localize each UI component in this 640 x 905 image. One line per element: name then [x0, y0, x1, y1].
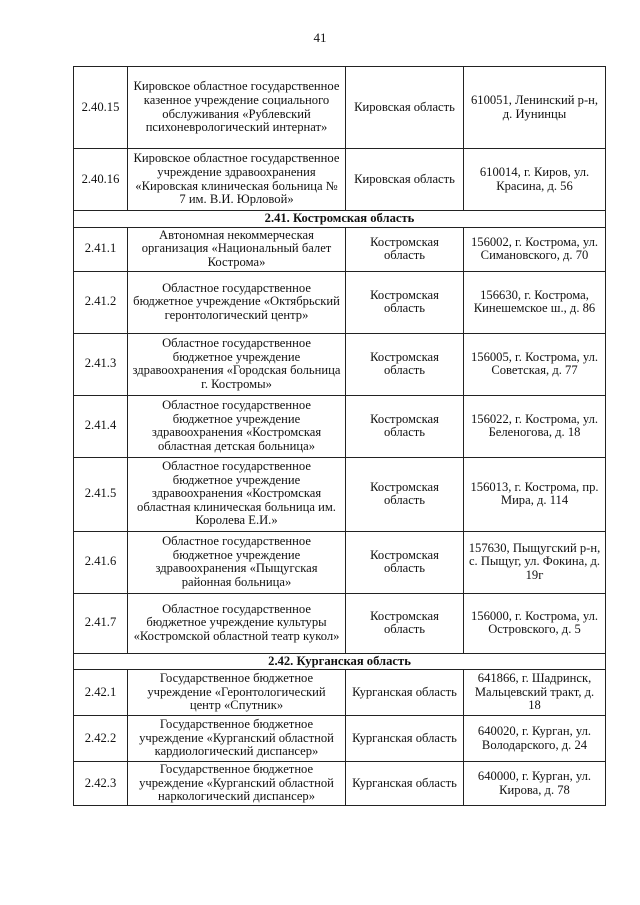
- organization-name-cell: Кировское областное государственное учреждение здравоохранения «Кировская клиническая больница № 7 им. В.И. Юрловой»: [128, 149, 346, 211]
- entry-number-cell: 2.40.15: [74, 67, 128, 149]
- address-cell: 640000, г. Курган, ул. Кирова, д. 78: [464, 762, 606, 806]
- page-number: 41: [313, 30, 327, 45]
- table-row: [74, 67, 606, 149]
- entry-number-cell: 2.42.2: [74, 716, 128, 762]
- table-row: [74, 670, 606, 716]
- table-row: [74, 333, 606, 395]
- section-title: 2.42. Курганская область: [74, 653, 606, 670]
- region-cell: Костромская область: [346, 333, 464, 395]
- region-cell: Костромская область: [346, 457, 464, 531]
- region-cell: Костромская область: [346, 227, 464, 271]
- organization-name-cell: Областное государственное бюджетное учреждение культуры «Костромской областной театр кукол»: [128, 593, 346, 653]
- address-cell: 156000, г. Кострома, ул. Островского, д. 5: [464, 593, 606, 653]
- address-cell: 610014, г. Киров, ул. Красина, д. 56: [464, 149, 606, 211]
- organization-name-cell: Государственное бюджетное учреждение «Геронтологический центр «Спутник»: [128, 670, 346, 716]
- address-cell: 156005, г. Кострома, ул. Советская, д. 77: [464, 333, 606, 395]
- entry-number-cell: 2.41.5: [74, 457, 128, 531]
- region-cell: Костромская область: [346, 271, 464, 333]
- organization-name-cell: Государственное бюджетное учреждение «Курганский областной наркологический диспансер»: [128, 762, 346, 806]
- address-cell: 157630, Пыщугский р-н, с. Пыщуг, ул. Фокина, д. 19г: [464, 531, 606, 593]
- region-cell: Курганская область: [346, 670, 464, 716]
- organization-name-cell: Автономная некоммерческая организация «Национальный балет Кострома»: [128, 227, 346, 271]
- table-row: [74, 531, 606, 593]
- organization-name-cell: Областное государственное бюджетное учреждение «Октябрьский геронтологический центр»: [128, 271, 346, 333]
- table-row: [74, 716, 606, 762]
- registry-table: [73, 66, 606, 806]
- organization-name-cell: Областное государственное бюджетное учреждение здравоохранения «Костромская областная клиническая больница им. Королева Е.И.»: [128, 457, 346, 531]
- registry-table-body: [74, 67, 606, 806]
- region-cell: Кировская область: [346, 149, 464, 211]
- address-cell: 156022, г. Кострома, ул. Беленогова, д. 18: [464, 395, 606, 457]
- entry-number-cell: 2.42.1: [74, 670, 128, 716]
- entry-number-cell: 2.41.3: [74, 333, 128, 395]
- address-cell: 610051, Ленинский р-н, д. Иунинцы: [464, 67, 606, 149]
- region-cell: Костромская область: [346, 593, 464, 653]
- organization-name-cell: Государственное бюджетное учреждение «Курганский областной кардиологический диспансер»: [128, 716, 346, 762]
- table-row: [74, 593, 606, 653]
- region-cell: Костромская область: [346, 531, 464, 593]
- address-cell: 156002, г. Кострома, ул. Симановского, д. 70: [464, 227, 606, 271]
- address-cell: 640020, г. Курган, ул. Володарского, д. 24: [464, 716, 606, 762]
- table-row: [74, 149, 606, 211]
- entry-number-cell: 2.41.4: [74, 395, 128, 457]
- region-cell: Курганская область: [346, 716, 464, 762]
- region-cell: Костромская область: [346, 395, 464, 457]
- table-row: [74, 762, 606, 806]
- entry-number-cell: 2.41.7: [74, 593, 128, 653]
- region-cell: Кировская область: [346, 67, 464, 149]
- entry-number-cell: 2.42.3: [74, 762, 128, 806]
- region-cell: Курганская область: [346, 762, 464, 806]
- organization-name-cell: Областное государственное бюджетное учреждение здравоохранения «Костромская областная детская больница»: [128, 395, 346, 457]
- address-cell: 156630, г. Кострома, Кинешемское ш., д. 86: [464, 271, 606, 333]
- table-row: [74, 227, 606, 271]
- table-row: [74, 271, 606, 333]
- section-title: 2.41. Костромская область: [74, 211, 606, 228]
- entry-number-cell: 2.41.1: [74, 227, 128, 271]
- table-row: [74, 457, 606, 531]
- organization-name-cell: Областное государственное бюджетное учреждение здравоохранения «Пыщугская районная больница»: [128, 531, 346, 593]
- entry-number-cell: 2.41.2: [74, 271, 128, 333]
- section-header-row: [74, 211, 606, 228]
- entry-number-cell: 2.41.6: [74, 531, 128, 593]
- address-cell: 641866, г. Шадринск, Мальцевский тракт, д. 18: [464, 670, 606, 716]
- section-header-row: [74, 653, 606, 670]
- organization-name-cell: Кировское областное государственное казенное учреждение социального обслуживания «Рублевский психоневрологический интернат»: [128, 67, 346, 149]
- entry-number-cell: 2.40.16: [74, 149, 128, 211]
- table-row: [74, 395, 606, 457]
- address-cell: 156013, г. Кострома, пр. Мира, д. 114: [464, 457, 606, 531]
- organization-name-cell: Областное государственное бюджетное учреждение здравоохранения «Городская больница г. Костромы»: [128, 333, 346, 395]
